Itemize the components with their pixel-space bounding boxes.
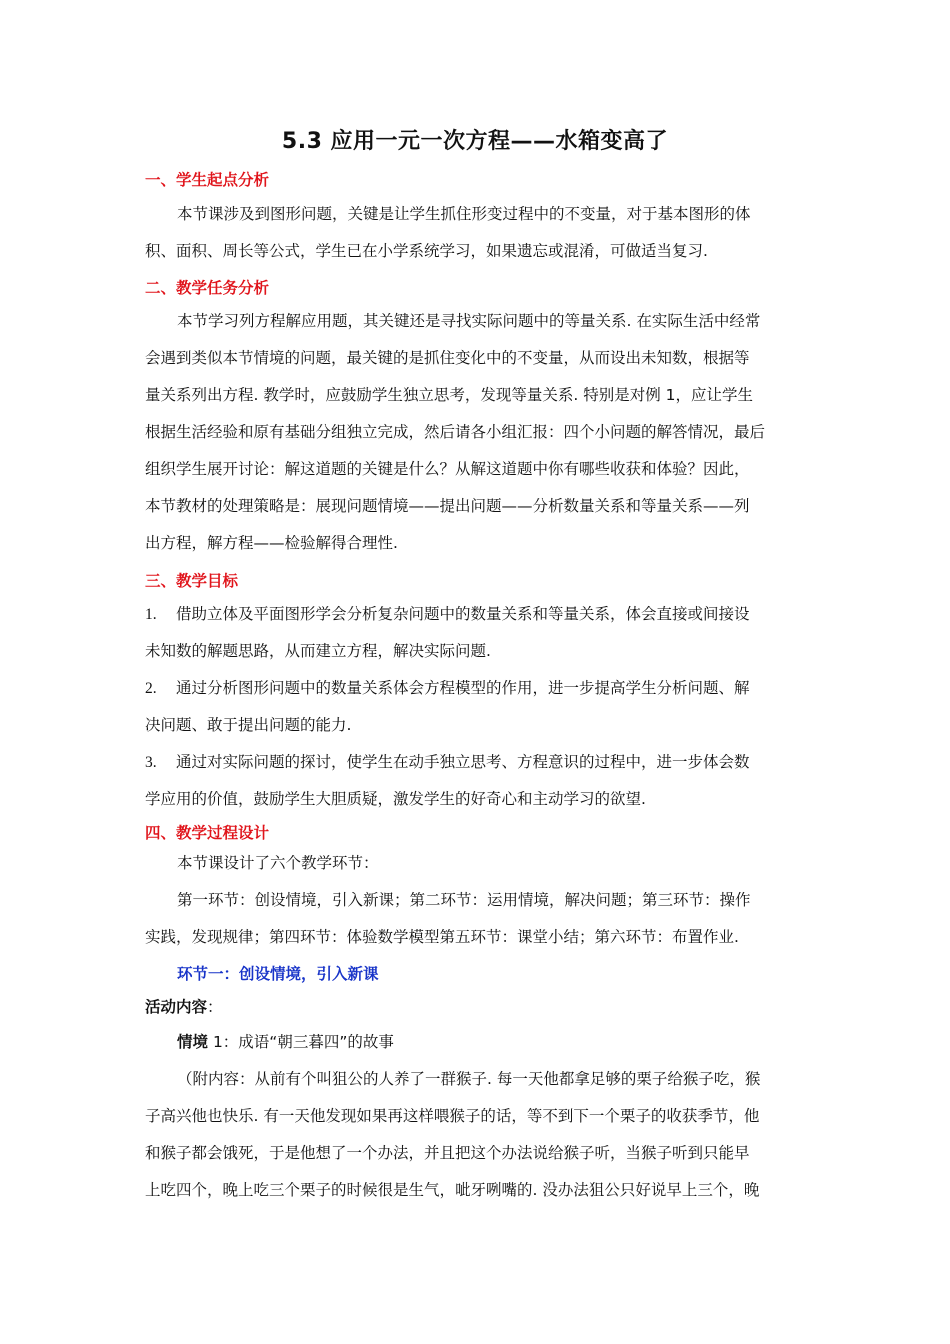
scene-label: 情境 [177, 1033, 209, 1051]
text-line [145, 989, 807, 1026]
paragraph-process-design [145, 845, 807, 956]
text-line: 未知数的解题思路，从而建立方程，解决实际问题. [145, 642, 491, 660]
paragraph-task-analysis [145, 303, 807, 562]
text-line: 子高兴他也快乐. 有一天他发现如果再这样喂猴子的话，等不到下一个栗子的收获季节，他 [145, 1107, 760, 1125]
text-line: 本节课涉及到图形问题，关键是让学生抓住形变过程中的不变量，对于基本图形的体 [177, 205, 751, 223]
text-line: 第一环节：创设情境，引入新课；第二环节：运用情境，解决问题；第三环节：操作 [177, 891, 751, 909]
section-heading-process-design: 四、教学过程设计 [145, 824, 270, 842]
goal-item-3 [145, 744, 807, 781]
text-line: 本节课设计了六个教学环节： [177, 854, 379, 872]
goal-text: 通过对实际问题的探讨，使学生在动手独立思考、方程意识的过程中，进一步体会数 [176, 753, 750, 771]
goal-text: 通过分析图形问题中的数量关系体会方程模型的作用，进一步提高学生分析问题、解 [176, 679, 750, 697]
text-line: 组织学生展开讨论：解这道题的关键是什么？从解这道题中你有哪些收获和体验？因此， [145, 460, 750, 478]
text-line: （附内容：从前有个叫狙公的人养了一群猴子. 每一天他都拿足够的栗子给猴子吃，猴 [177, 1070, 761, 1088]
goal-item-1 [145, 596, 807, 633]
text-line: 本节教材的处理策略是：展现问题情境——提出问题——分析数量关系和等量关系——列 [145, 497, 750, 515]
text-line: 出方程，解方程——检验解得合理性. [145, 534, 398, 552]
goal-number: 1. [145, 606, 157, 623]
paragraph-student-analysis [145, 196, 807, 270]
section-heading-student-analysis: 一、学生起点分析 [145, 171, 270, 189]
section-heading-teaching-goals: 三、教学目标 [145, 572, 239, 590]
list-teaching-goals [145, 596, 807, 818]
text-line: 和猴子都会饿死，于是他想了一个办法，并且把这个办法说给猴子听，当猴子听到只能早 [145, 1144, 750, 1162]
text-line: 学应用的价值，鼓励学生大胆质疑，激发学生的好奇心和主动学习的欲望. [145, 790, 646, 808]
step-one-heading: 环节一：创设情境，引入新课 [177, 965, 379, 983]
activity-content-label [145, 989, 807, 1026]
page-title: 5.3 应用一元一次方程——水箱变高了 [281, 129, 669, 154]
activity-colon: ： [207, 998, 223, 1016]
text-line [145, 1024, 807, 1061]
goal-number: 2. [145, 680, 157, 697]
text-line: 本节学习列方程解应用题，其关键还是寻找实际问题中的等量关系. 在实际生活中经常 [177, 312, 761, 330]
goal-item-2 [145, 670, 807, 707]
scene-line [145, 1024, 807, 1061]
scene-text: 1：成语“朝三暮四”的故事 [208, 1033, 394, 1051]
goal-number: 3. [145, 754, 157, 771]
paragraph-story [145, 1061, 807, 1209]
text-line: 实践，发现规律；第四环节：体验数学模型第五环节：课堂小结；第六环节：布置作业. [145, 928, 739, 946]
text-line: 积、面积、周长等公式，学生已在小学系统学习，如果遗忘或混淆，可做适当复习. [145, 242, 708, 260]
activity-label: 活动内容 [145, 998, 208, 1016]
text-line: 上吃四个，晚上吃三个栗子的时候很是生气，呲牙咧嘴的. 没办法狙公只好说早上三个，晚 [145, 1181, 760, 1199]
text-line: 会遇到类似本节情境的问题，最关键的是抓住变化中的不变量，从而设出未知数，根据等 [145, 349, 750, 367]
goal-text: 借助立体及平面图形学会分析复杂问题中的数量关系和等量关系，体会直接或间接设 [176, 605, 750, 623]
section-heading-task-analysis: 二、教学任务分析 [145, 279, 270, 297]
text-line: 根据生活经验和原有基础分组独立完成，然后请各小组汇报：四个小问题的解答情况，最后 [145, 423, 766, 441]
text-line: 决问题、敢于提出问题的能力. [145, 716, 352, 734]
text-line: 量关系列出方程. 教学时，应鼓励学生独立思考，发现等量关系. 特别是对例 1，应让学生 [145, 386, 753, 404]
